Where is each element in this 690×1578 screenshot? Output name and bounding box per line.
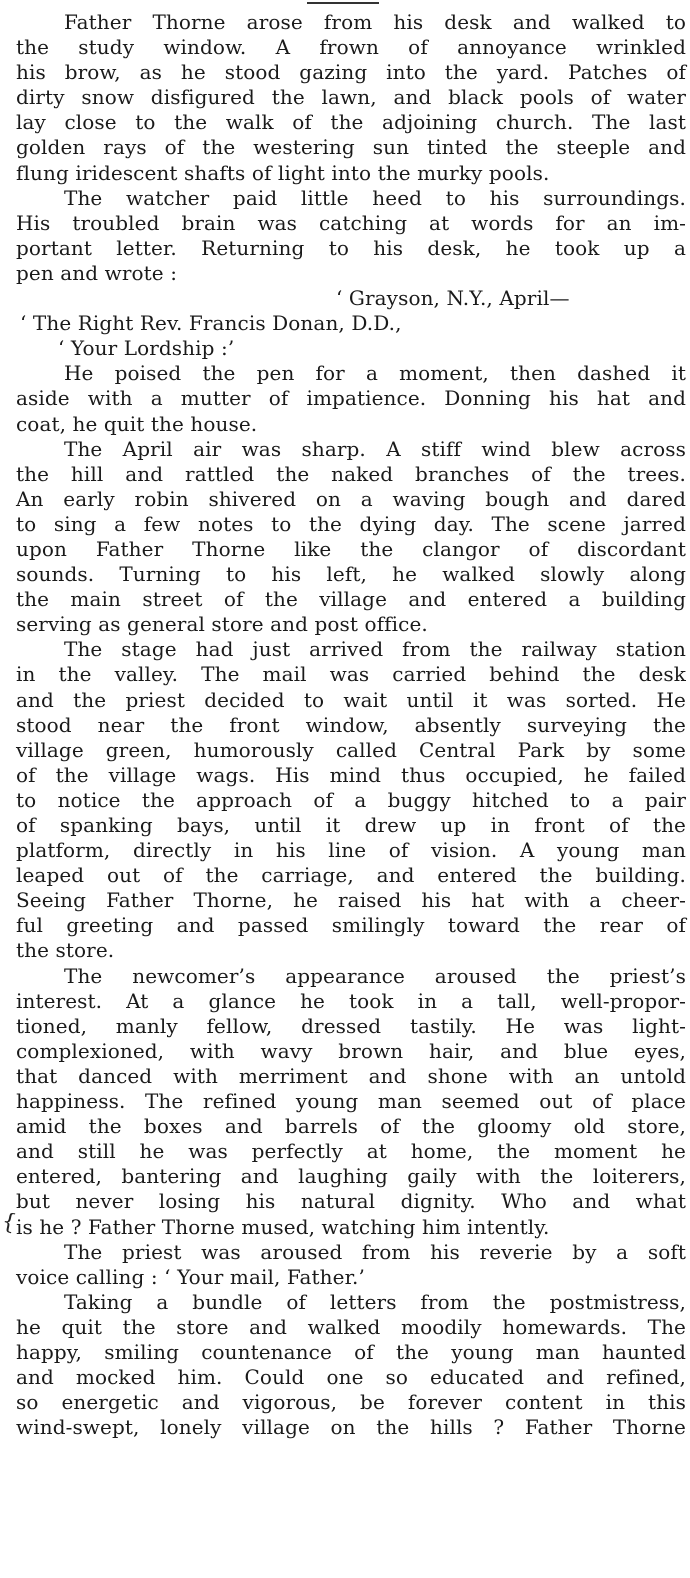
text-line: ful greeting and passed smilingly toward the rear of: [16, 913, 686, 938]
text-line: aside with a mutter of impatience. Donning his hat and: [16, 386, 686, 411]
text-line: leaped out of the carriage, and entered the building.: [16, 863, 686, 888]
text-line: The April air was sharp. A stiff wind blew across: [64, 436, 686, 461]
article-body: [16, 10, 686, 1440]
text-line: that danced with merriment and shone with an untold: [16, 1063, 686, 1088]
text-line: stood near the front window, absently surveying the: [16, 712, 686, 737]
text-line: and the priest decided to wait until it was sorted. He: [16, 687, 686, 712]
text-line: interest. At a glance he took in a tall, well-propor-: [16, 988, 686, 1013]
text-line: in the valley. The mail was carried behind the desk: [16, 662, 686, 687]
text-line: platform, directly in his line of vision. A young man: [16, 838, 686, 863]
text-line: lay close to the walk of the adjoining church. The last: [16, 110, 686, 135]
text-line: An early robin shivered on a waving bough and dared: [16, 486, 686, 511]
text-line: golden rays of the westering sun tinted the steeple and: [16, 135, 686, 160]
text-line: the store.: [16, 938, 115, 963]
text-line: Seeing Father Thorne, he raised his hat with a cheer-: [16, 888, 686, 913]
text-line: The watcher paid little heed to his surroundings.: [64, 185, 686, 210]
text-line: entered, bantering and laughing gaily with the loiterers,: [16, 1164, 686, 1189]
text-line: and mocked him. Could one so educated and refined,: [16, 1365, 686, 1390]
text-line: of the village wags. His mind thus occupied, he failed: [16, 762, 686, 787]
text-line: serving as general store and post office.: [16, 612, 428, 637]
text-line: portant letter. Returning to his desk, he took up a: [16, 235, 686, 260]
text-line: tioned, manly fellow, dressed tastily. He was light-: [16, 1013, 686, 1038]
text-line: to notice the approach of a buggy hitched to a pair: [16, 787, 686, 812]
text-line: flung iridescent shafts of light into the murky pools.: [16, 160, 550, 185]
text-line: Taking a bundle of letters from the postmistress,: [64, 1289, 686, 1314]
text-line: the study window. A frown of annoyance wrinkled: [16, 35, 686, 60]
letter-dateline: ‘ Grayson, N.Y., April—: [336, 286, 570, 311]
text-line: sounds. Turning to his left, he walked slowly along: [16, 562, 686, 587]
letter-salutation: ‘ Your Lordship :’: [58, 336, 235, 361]
text-line: voice calling : ‘ Your mail, Father.’: [16, 1264, 365, 1289]
text-line: pen and wrote :: [16, 260, 178, 285]
text-line: The stage had just arrived from the railway station: [64, 637, 686, 662]
margin-pencil-mark: {: [0, 1208, 19, 1237]
text-line: The newcomer’s appearance aroused the priest’s: [64, 963, 686, 988]
text-line: His troubled brain was catching at words for an im-: [16, 210, 686, 235]
letter-addressee: ‘ The Right Rev. Francis Donan, D.D.,: [20, 311, 402, 336]
text-line: he quit the store and walked moodily homewards. The: [16, 1314, 686, 1339]
text-line: the main street of the village and entered a building: [16, 587, 686, 612]
text-line: He poised the pen for a moment, then dashed it: [64, 361, 686, 386]
text-line: amid the boxes and barrels of the gloomy old store,: [16, 1114, 686, 1139]
text-line: is he ? Father Thorne mused, watching him intently.: [16, 1214, 550, 1239]
text-line: Father Thorne arose from his desk and walked to: [64, 10, 686, 34]
header-rule: [307, 2, 379, 4]
text-line: wind-swept, lonely village on the hills ? Father Thorne: [16, 1415, 686, 1440]
text-line: but never losing his natural dignity. Who and what: [16, 1189, 686, 1214]
text-line: happy, smiling countenance of the young man haunted: [16, 1339, 686, 1364]
text-line: of spanking bays, until it drew up in front of the: [16, 813, 686, 837]
text-line: his brow, as he stood gazing into the yard. Patches of: [16, 60, 686, 85]
text-line: to sing a few notes to the dying day. The scene jarred: [16, 511, 686, 536]
text-line: happiness. The refined young man seemed out of place: [16, 1089, 686, 1114]
text-line: village green, humorously called Central Park by some: [16, 737, 686, 762]
text-line: coat, he quit the house.: [16, 411, 258, 436]
text-line: and still he was perfectly at home, the moment he: [16, 1139, 686, 1164]
text-line: upon Father Thorne like the clangor of discordant: [16, 536, 686, 561]
text-line: so energetic and vigorous, be forever content in this: [16, 1390, 686, 1415]
text-line: complexioned, with wavy brown hair, and blue eyes,: [16, 1038, 686, 1063]
text-line: The priest was aroused from his reverie by a soft: [64, 1239, 686, 1264]
text-line: the hill and rattled the naked branches of the trees.: [16, 461, 686, 486]
text-line: dirty snow disfigured the lawn, and black pools of water: [16, 85, 686, 110]
